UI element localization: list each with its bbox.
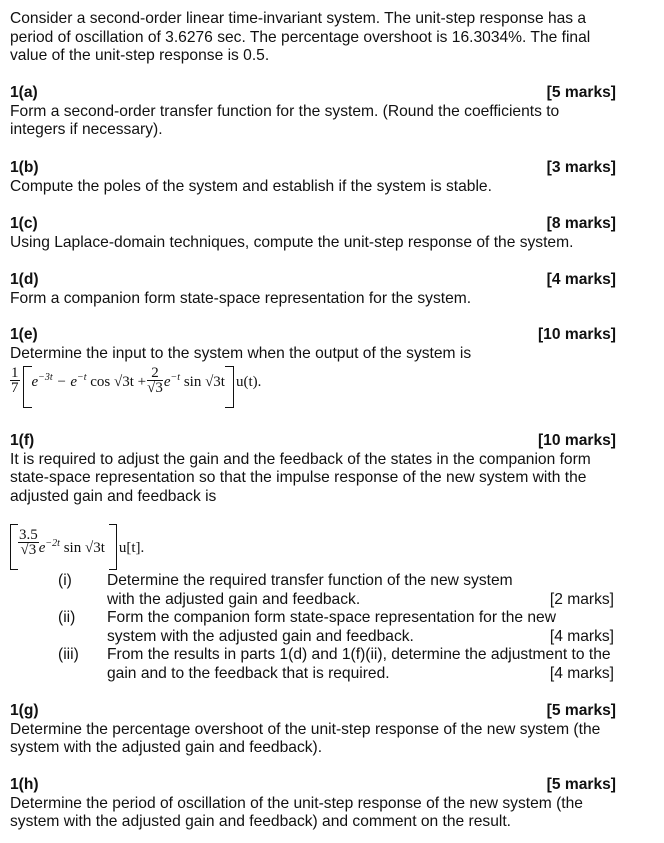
left-bracket bbox=[23, 366, 32, 408]
question-id: 1(f) bbox=[10, 432, 35, 449]
question-id: 1(c) bbox=[10, 215, 38, 232]
question-1c bbox=[10, 215, 616, 252]
question-1a bbox=[10, 84, 616, 140]
question-id: 1(e) bbox=[10, 326, 38, 343]
question-text: Form a second-order transfer function for the system. (Round the coefficients to integers if necessary). bbox=[10, 102, 560, 138]
marks-label: [10 marks] bbox=[537, 432, 616, 449]
question-id: 1(h) bbox=[10, 776, 39, 793]
question-text: Using Laplace-domain techniques, compute the unit-step response of the system. bbox=[10, 233, 574, 251]
question-id: 1(g) bbox=[10, 702, 39, 719]
equation-f: $\frac{3.5}{√3}$ $e^{-2t}$ sin √3t u[t]. bbox=[10, 524, 144, 570]
question-1d bbox=[10, 271, 616, 308]
marks-label: [5 marks] bbox=[546, 776, 616, 793]
question-text: Determine the period of oscillation of the unit-step response of the new system (the system with the adjusted gain and feedback) and comment on the result. bbox=[10, 794, 583, 830]
fraction-two-over-root3: $\frac{2}{√3}$ bbox=[147, 365, 163, 396]
question-id: 1(d) bbox=[10, 271, 39, 288]
question-1f bbox=[10, 432, 616, 506]
marks-label: [8 marks] bbox=[546, 215, 616, 232]
subpart-iii: (iii) From the results in parts 1(d) and 1(f)(ii), determine the adjustment to the gain and to the feedback that is required. [4 marks] bbox=[58, 646, 614, 682]
question-text: Determine the input to the system when the output of the system is bbox=[10, 344, 472, 362]
marks-label: [10 marks] bbox=[537, 326, 616, 343]
intro-paragraph: Consider a second-order linear time-invariant system. The unit-step response has a period of oscillation of 3.6276 sec. The percentage overshoot is 16.3034%. The final value of the unit-step response is 0.5. bbox=[10, 10, 591, 64]
question-text: Form a companion form state-space representation for the system. bbox=[10, 289, 472, 307]
subpart-ii: (ii) Form the companion form state-space representation for the new system with the adjusted gain and feedback. [4 marks] bbox=[58, 609, 614, 645]
question-1e bbox=[10, 326, 616, 363]
question-1h bbox=[10, 776, 616, 832]
marks-label: [4 marks] bbox=[546, 271, 616, 288]
marks-label: [5 marks] bbox=[546, 84, 616, 101]
question-text: It is required to adjust the gain and the feedback of the states in the companion form state-space representation so that the impulse response of the new system with the adjusted gain and feedback is bbox=[10, 450, 591, 505]
question-id: 1(a) bbox=[10, 84, 38, 101]
equation-e: $\frac{1}{7}$ $e^{-3t} - e^{-t}$ cos √3t + $\frac{2}{√3}$ $e^{-t}$ sin √3t u(t). bbox=[10, 366, 261, 408]
question-text: Determine the percentage overshoot of the unit-step response of the new system (the system with the adjusted gain and feedback). bbox=[10, 720, 601, 756]
question-text: Compute the poles of the system and establish if the system is stable. bbox=[10, 177, 492, 195]
question-id: 1(b) bbox=[10, 159, 39, 176]
right-bracket bbox=[109, 524, 117, 570]
marks-label: [5 marks] bbox=[546, 702, 616, 719]
fraction-one-seventh: $\frac{1}{7}$ bbox=[11, 365, 19, 396]
right-bracket bbox=[225, 366, 234, 408]
question-1b bbox=[10, 159, 616, 196]
fraction-3.5-over-root3: $\frac{3.5}{√3}$ bbox=[19, 527, 38, 558]
question-1g bbox=[10, 702, 616, 758]
subpart-i: (i) Determine the required transfer function of the new system with the adjusted gain and feedback. [2 marks] bbox=[58, 572, 614, 608]
marks-label: [3 marks] bbox=[546, 159, 616, 176]
left-bracket bbox=[10, 524, 18, 570]
